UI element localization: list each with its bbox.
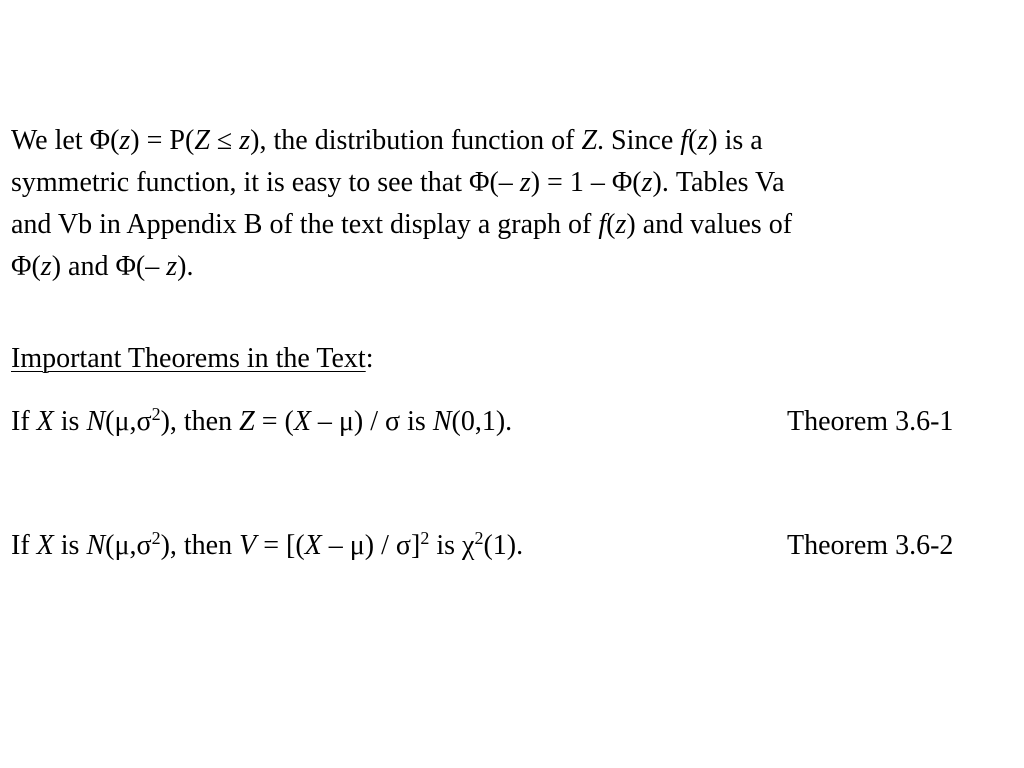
italic-symbol: z <box>641 167 653 198</box>
italic-symbol: z <box>697 125 709 156</box>
text-run: ). <box>177 251 194 282</box>
text-run: If <box>11 530 37 561</box>
theorem-row <box>11 401 991 443</box>
text-run: is χ <box>429 530 475 561</box>
italic-symbol: X <box>304 530 322 561</box>
italic-symbol: z <box>239 125 251 156</box>
text-run: is <box>53 530 87 561</box>
text-run: – μ) / σ] <box>321 530 421 561</box>
italic-symbol: N <box>432 406 452 437</box>
text-run: (μ,σ <box>105 530 152 561</box>
italic-symbol: V <box>239 530 257 561</box>
text-run: ), the distribution function of <box>250 125 582 156</box>
italic-symbol: z <box>615 209 627 240</box>
text-run: (0,1). <box>451 406 513 437</box>
text-run: (1). <box>483 530 524 561</box>
paragraph-line <box>11 120 1001 162</box>
theorems-heading-text: Important Theorems in the Text <box>11 343 366 374</box>
text-run: We let Φ( <box>11 125 120 156</box>
italic-symbol: Z <box>239 406 255 437</box>
superscript: 2 <box>151 528 161 549</box>
text-run: ) = 1 – Φ( <box>530 167 642 198</box>
italic-symbol: f <box>680 125 689 156</box>
text-run: ) and Φ(– <box>51 251 167 282</box>
italic-symbol: X <box>293 406 311 437</box>
theorem-statement <box>11 401 512 443</box>
theorem-label: Theorem 3.6-1 <box>787 406 954 437</box>
text-run: = [( <box>256 530 305 561</box>
italic-symbol: X <box>36 530 54 561</box>
theorem-row <box>11 525 991 567</box>
intro-paragraph <box>11 120 1001 288</box>
superscript: 2 <box>420 528 430 549</box>
text-run: (μ,σ <box>105 406 152 437</box>
paragraph-line <box>11 204 1001 246</box>
paragraph-line <box>11 162 1001 204</box>
italic-symbol: Z <box>581 125 598 156</box>
theorems-heading <box>11 338 373 380</box>
text-run: is <box>53 406 87 437</box>
text-run: ) and values of <box>626 209 793 240</box>
paragraph-line <box>11 246 1001 288</box>
theorems-heading-colon: : <box>365 343 374 374</box>
italic-symbol: N <box>86 406 106 437</box>
text-run: Φ( <box>11 251 41 282</box>
italic-symbol: Z <box>194 125 210 156</box>
text-run: . Since <box>597 125 681 156</box>
italic-symbol: z <box>119 125 131 156</box>
theorem-statement <box>11 525 523 567</box>
superscript: 2 <box>151 404 161 425</box>
text-run: symmetric function, it is easy to see that Φ(– <box>11 167 520 198</box>
italic-symbol: z <box>519 167 531 198</box>
text-run: ( <box>688 125 698 156</box>
italic-symbol: z <box>166 251 178 282</box>
superscript: 2 <box>474 528 484 549</box>
italic-symbol: X <box>36 406 54 437</box>
theorem-label: Theorem 3.6-2 <box>787 530 954 561</box>
italic-symbol: f <box>598 209 607 240</box>
text-run: ), then <box>160 530 240 561</box>
text-run: ). Tables Va <box>652 167 785 198</box>
text-run: and Vb in Appendix B of the text display a graph of <box>11 209 599 240</box>
text-run: = ( <box>254 406 294 437</box>
italic-symbol: N <box>86 530 106 561</box>
text-run: ), then <box>160 406 240 437</box>
text-run: ) = P( <box>130 125 195 156</box>
text-run: ≤ <box>209 125 240 156</box>
italic-symbol: z <box>40 251 52 282</box>
text-run: ) is a <box>708 125 763 156</box>
text-run: ( <box>606 209 616 240</box>
text-run: – μ) / σ is <box>310 406 433 437</box>
text-run: If <box>11 406 37 437</box>
